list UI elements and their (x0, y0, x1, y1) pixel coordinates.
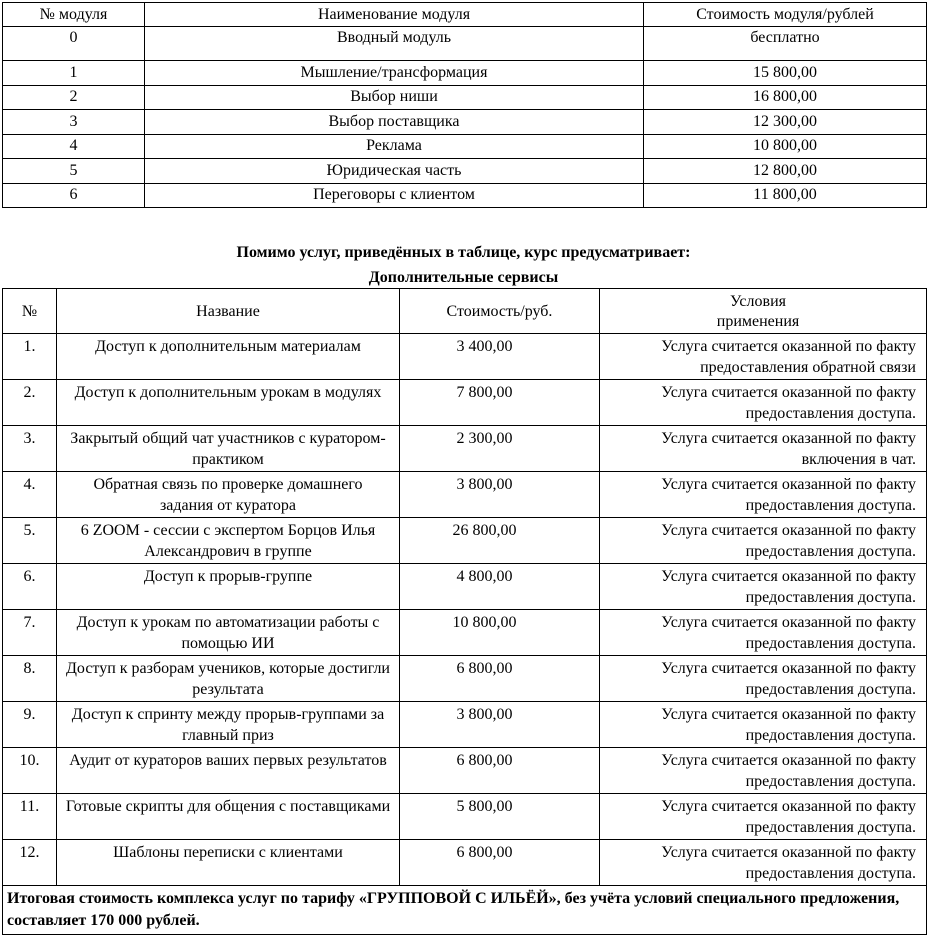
service-name: Доступ к дополнительным материалам (57, 334, 400, 380)
modules-header-name: Наименование модуля (145, 3, 644, 27)
service-conditions-line2: предоставления доступа. (745, 497, 916, 514)
services-header-cost: Стоимость/руб. (400, 289, 600, 334)
module-cost: бесплатно (644, 27, 927, 61)
service-conditions-line2: предоставления доступа. (745, 727, 916, 744)
services-table-header-row (3, 289, 927, 334)
service-row (3, 840, 927, 886)
service-conditions-line2: предоставления доступа. (745, 865, 916, 882)
module-cost: 10 800,00 (644, 134, 927, 159)
service-conditions-line2: предоставления обратной связи (700, 359, 916, 376)
service-row (3, 794, 927, 840)
service-conditions-line2: предоставления доступа. (745, 543, 916, 560)
service-conditions-line2: предоставления доступа. (745, 405, 916, 422)
service-conditions (600, 518, 927, 564)
services-header-conditions (600, 289, 927, 334)
service-conditions-line1: Услуга считается оказанной по факту (661, 338, 916, 355)
module-cost: 16 800,00 (644, 85, 927, 110)
service-conditions-line2: предоставления доступа. (745, 589, 916, 606)
module-name: Выбор поставщика (145, 110, 644, 135)
service-name: Готовые скрипты для общения с поставщиками (57, 794, 400, 840)
module-number: 0 (3, 27, 145, 61)
service-conditions-line1: Услуга считается оказанной по факту (661, 522, 916, 539)
service-conditions-line2: предоставления доступа. (745, 773, 916, 790)
service-cost: 10 800,00 (400, 610, 600, 656)
service-conditions (600, 656, 927, 702)
module-name: Переговоры с клиентом (145, 183, 644, 208)
module-number: 5 (3, 159, 145, 184)
service-cost: 2 300,00 (400, 426, 600, 472)
service-row (3, 656, 927, 702)
service-number: 2. (3, 380, 57, 426)
module-number: 6 (3, 183, 145, 208)
service-conditions (600, 794, 927, 840)
service-row (3, 426, 927, 472)
services-heading: Дополнительные сервисы (368, 269, 559, 286)
service-name: Доступ к спринту между прорыв-группами за главный приз (57, 702, 400, 748)
service-conditions (600, 748, 927, 794)
service-conditions (600, 426, 927, 472)
module-number: 3 (3, 110, 145, 135)
module-name: Вводный модуль (145, 27, 644, 61)
service-cost: 5 800,00 (400, 794, 600, 840)
service-conditions (600, 472, 927, 518)
service-name: 6 ZOOM - сессии с экспертом Борцов Илья Александрович в группе (57, 518, 400, 564)
service-cost: 3 800,00 (400, 472, 600, 518)
total-row (3, 886, 927, 935)
service-conditions-line1: Услуга считается оказанной по факту (661, 752, 916, 769)
service-number: 4. (3, 472, 57, 518)
service-cost: 7 800,00 (400, 380, 600, 426)
service-number: 12. (3, 840, 57, 886)
module-cost: 12 800,00 (644, 159, 927, 184)
module-row (3, 110, 927, 135)
service-name: Закрытый общий чат участников с куратором-практиком (57, 426, 400, 472)
service-conditions-line2: включения в чат. (801, 451, 916, 468)
module-row (3, 183, 927, 208)
module-number: 2 (3, 85, 145, 110)
service-cost: 26 800,00 (400, 518, 600, 564)
service-number: 10. (3, 748, 57, 794)
service-cost: 6 800,00 (400, 840, 600, 886)
service-conditions (600, 564, 927, 610)
service-number: 8. (3, 656, 57, 702)
module-row (3, 61, 927, 86)
services-header-num: № (3, 289, 57, 334)
service-conditions-line1: Услуга считается оказанной по факту (661, 476, 916, 493)
modules-table-header-row (3, 3, 927, 27)
service-conditions-line1: Услуга считается оказанной по факту (661, 568, 916, 585)
modules-table (2, 2, 927, 208)
service-row (3, 380, 927, 426)
service-conditions-line1: Услуга считается оказанной по факту (661, 798, 916, 815)
module-cost: 12 300,00 (644, 110, 927, 135)
service-cost: 4 800,00 (400, 564, 600, 610)
service-cost: 6 800,00 (400, 748, 600, 794)
service-row (3, 518, 927, 564)
service-conditions-line1: Услуга считается оказанной по факту (661, 430, 916, 447)
service-conditions-line1: Услуга считается оказанной по факту (661, 384, 916, 401)
service-conditions-line1: Услуга считается оказанной по факту (661, 660, 916, 677)
service-name: Шаблоны переписки с клиентами (57, 840, 400, 886)
service-name: Доступ к прорыв-группе (57, 564, 400, 610)
module-name: Реклама (145, 134, 644, 159)
service-conditions (600, 610, 927, 656)
service-name: Доступ к дополнительным урокам в модулях (57, 380, 400, 426)
service-row (3, 564, 927, 610)
modules-header-num: № модуля (3, 3, 145, 27)
service-number: 3. (3, 426, 57, 472)
services-header-conditions-line2: применения (716, 313, 800, 330)
service-conditions-line1: Услуга считается оказанной по факту (661, 844, 916, 861)
service-conditions-line2: предоставления доступа. (745, 681, 916, 698)
services-header-name: Название (57, 289, 400, 334)
service-row (3, 748, 927, 794)
service-number: 9. (3, 702, 57, 748)
module-cost: 11 800,00 (644, 183, 927, 208)
modules-header-cost: Стоимость модуля/рублей (644, 3, 927, 27)
service-row (3, 702, 927, 748)
service-name: Доступ к урокам по автоматизации работы с помощью ИИ (57, 610, 400, 656)
module-number: 1 (3, 61, 145, 86)
service-conditions (600, 840, 927, 886)
service-number: 1. (3, 334, 57, 380)
intro-heading: Помимо услуг, приведённых в таблице, курс предусматривает: (236, 244, 691, 261)
module-row (3, 159, 927, 184)
service-conditions-line2: предоставления доступа. (745, 819, 916, 836)
service-conditions-line1: Услуга считается оказанной по факту (661, 614, 916, 631)
service-conditions (600, 334, 927, 380)
module-row (3, 85, 927, 110)
service-name: Аудит от кураторов ваших первых результатов (57, 748, 400, 794)
services-header-conditions-line1: Условия (730, 293, 786, 310)
service-name: Обратная связь по проверке домашнего задания от куратора (57, 472, 400, 518)
module-number: 4 (3, 134, 145, 159)
service-conditions-line1: Услуга считается оказанной по факту (661, 706, 916, 723)
module-row (3, 134, 927, 159)
service-number: 5. (3, 518, 57, 564)
service-number: 6. (3, 564, 57, 610)
service-conditions (600, 702, 927, 748)
service-conditions (600, 380, 927, 426)
service-number: 7. (3, 610, 57, 656)
service-number: 11. (3, 794, 57, 840)
service-cost: 3 400,00 (400, 334, 600, 380)
service-conditions-line2: предоставления доступа. (745, 635, 916, 652)
module-row (3, 27, 927, 61)
module-name: Юридическая часть (145, 159, 644, 184)
services-table (2, 288, 927, 935)
service-row (3, 472, 927, 518)
module-name: Мышление/трансформация (145, 61, 644, 86)
module-cost: 15 800,00 (644, 61, 927, 86)
module-name: Выбор ниши (145, 85, 644, 110)
service-cost: 6 800,00 (400, 656, 600, 702)
service-row (3, 334, 927, 380)
total-cost-text: Итоговая стоимость комплекса услуг по тарифу «ГРУППОВОЙ С ИЛЬЁЙ», без учёта условий специального предложения, составляет 170 000 рублей. (3, 886, 927, 935)
service-cost: 3 800,00 (400, 702, 600, 748)
service-name: Доступ к разборам учеников, которые достигли результата (57, 656, 400, 702)
service-row (3, 610, 927, 656)
